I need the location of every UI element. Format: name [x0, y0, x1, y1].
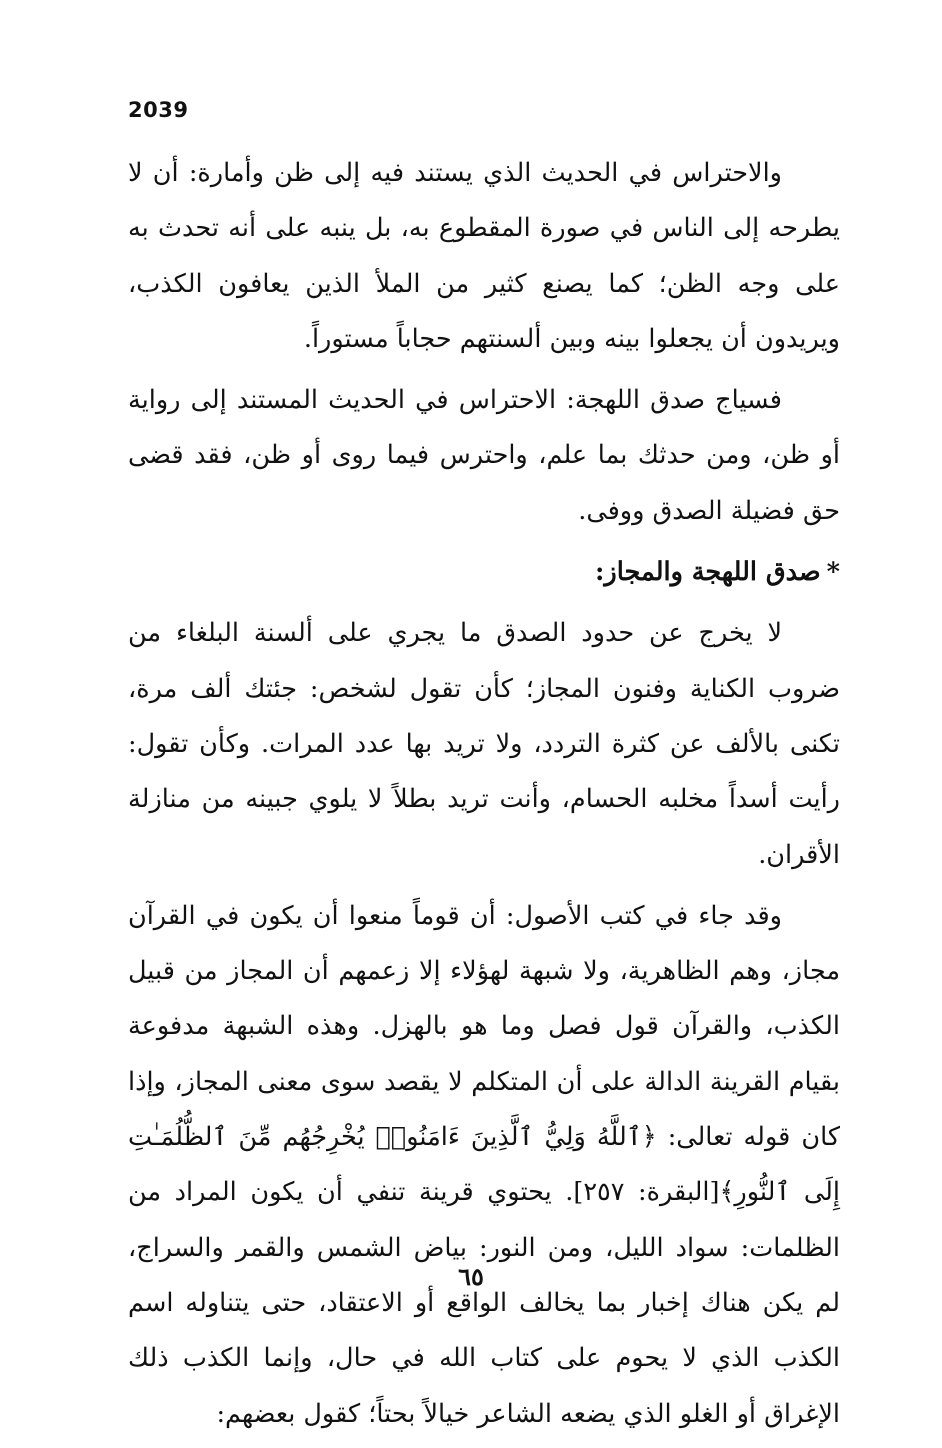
paragraph-4: وقد جاء في كتب الأصول: أن قوماً منعوا أن يكون في القرآن مجاز، وهم الظاهرية، ولا شبهة لهؤلاء إلا زعمهم أن المجاز من قبيل الكذب، والقرآن قول فصل وما هو بالهزل. وهذه الشبهة مدفوعة بقيام القرينة الدالة على أن المتكلم لا يقصد سوى معنى المجاز، وإذا كان قوله تعالى: ﴿ٱللَّهُ وَلِيُّ ٱلَّذِينَ ءَامَنُوا۟ يُخْرِجُهُم مِّنَ ٱلظُّلُمَـٰتِ إِلَى ٱلنُّورِ﴾[البقرة: ٢٥٧]. يحتوي قرينة تنفي أن يكون المراد من الظلمات: سواد الليل، ومن النور: بياض الشمس والقمر والسراج، لم يكن هناك إخبار بما يخالف الواقع أو الاعتقاد، حتى يتناوله اسم الكذب الذي لا يحوم على كتاب الله في حال، وإنما الكذب ذلك الإغراق أو الغلو الذي يضعه الشاعر خيالاً بحتاً؛ كقول بعضهم: — [128, 900, 840, 1429]
paragraph-1: والاحتراس في الحديث الذي يستند فيه إلى ظن وأمارة: أن لا يطرحه إلى الناس في صورة المقطوع به، بل ينبه على أنه تحدث به على وجه الظن؛ كما يصنع كثير من الملأ الذين يعافون الكذب، ويريدون أن يجعلوا بينه وبين ألسنتهم حجاباً مستوراً. — [128, 158, 840, 354]
paragraph-2: فسياج صدق اللهجة: الاحتراس في الحديث المستند إلى رواية أو ظن، ومن حدثك بما علم، واحترس فيما روى أو ظن، فقد قضى حق فضيلة الصدق ووفى. — [128, 385, 840, 526]
document-body — [128, 146, 840, 1448]
paragraph-3: لا يخرج عن حدود الصدق ما يجري على ألسنة البلغاء من ضروب الكناية وفنون المجاز؛ كأن تقول لشخص: جئتك ألف مرة، تكنى بالألف عن كثرة التردد، ولا تريد بها عدد المرات. وكأن تقول: رأيت أسداً مخلبه الحسام، وأنت تريد بطلاً لا يلوي جبينه من منازلة الأقران. — [128, 618, 840, 870]
heading-star-marker: * — [826, 557, 840, 588]
page-number: ٦٥ — [458, 1262, 484, 1291]
page-reference-number: 2039 — [128, 98, 189, 122]
heading-text: صدق اللهجة والمجاز: — [595, 557, 821, 588]
section-heading — [128, 545, 840, 600]
